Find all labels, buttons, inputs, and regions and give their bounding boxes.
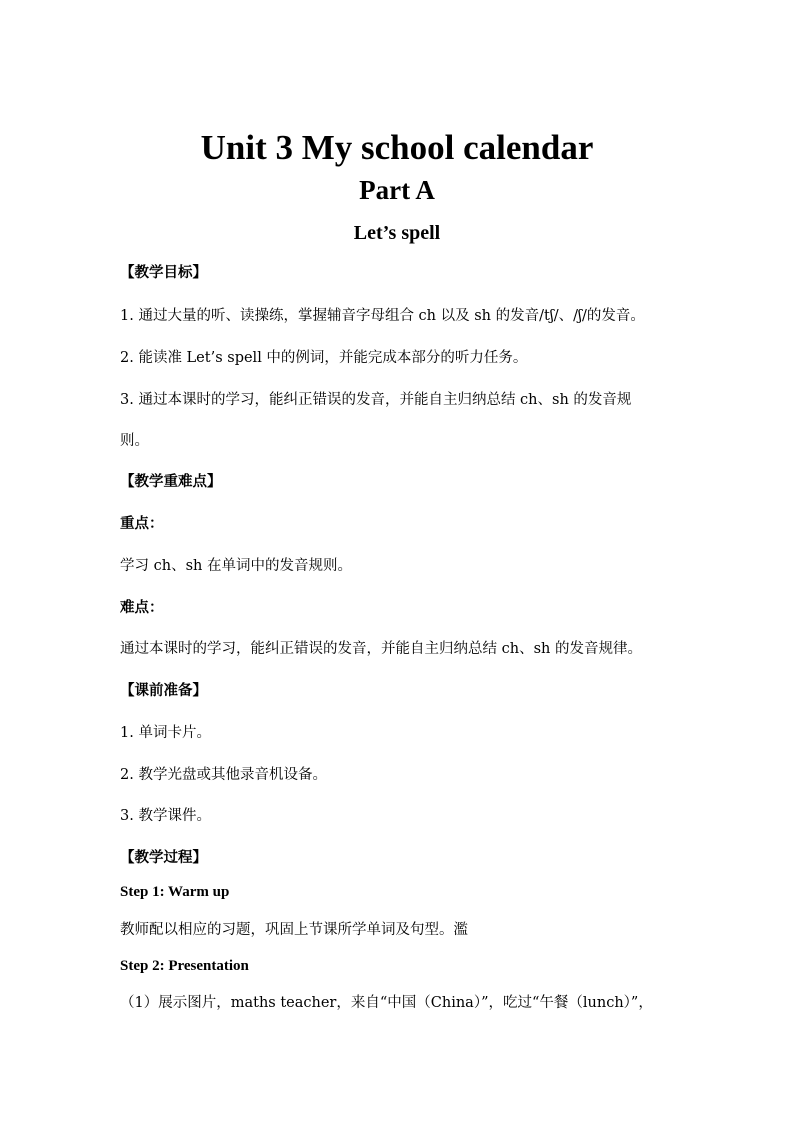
document-title: Unit 3 My school calendar [200, 128, 594, 167]
preparation-heading: 【课前准备】 [120, 682, 207, 699]
prep-item-3: 3. 教学课件。 [120, 808, 211, 824]
difficult-point-label: 难点： [120, 599, 164, 616]
keypoints-heading: 【教学重难点】 [120, 473, 222, 490]
objective-item-1: 1. 通过大量的听、读操练，掌握辅音字母组合 ch 以及 sh 的发音/tʃ/、/ʃ/的发音。 [120, 308, 645, 324]
difficult-point-text: 通过本课时的学习，能纠正错误的发音，并能自主归纳总结 ch、sh 的发音规律。 [120, 641, 642, 657]
step1-text: 教师配以相应的习题，巩固上节课所学单词及句型。濫 [120, 922, 468, 938]
lesson-title: Let’s spell [353, 222, 441, 244]
prep-item-1: 1. 单词卡片。 [120, 725, 211, 741]
step1-title: Step 1: Warm up [120, 884, 230, 900]
objective-item-3: 3. 通过本课时的学习，能纠正错误的发音，并能自主归纳总结 ch、sh 的发音规 [120, 392, 632, 408]
key-point-label: 重点： [120, 515, 164, 532]
process-heading: 【教学过程】 [120, 849, 207, 866]
objectives-heading: 【教学目标】 [120, 264, 207, 281]
objective-item-3-continued: 则。 [120, 433, 149, 449]
step2-text: （1）展示图片，maths teacher，来自“中国（China）”，吃过“午餐（lunch）”， [120, 995, 653, 1011]
key-point-text: 学习 ch、sh 在单词中的发音规则。 [120, 558, 352, 574]
objective-item-2: 2. 能读准 Let’s spell 中的例词，并能完成本部分的听力任务。 [120, 350, 528, 366]
step2-title: Step 2: Presentation [120, 958, 249, 974]
document-subtitle: Part A [359, 175, 435, 205]
prep-item-2: 2. 教学光盘或其他录音机设备。 [120, 767, 327, 783]
